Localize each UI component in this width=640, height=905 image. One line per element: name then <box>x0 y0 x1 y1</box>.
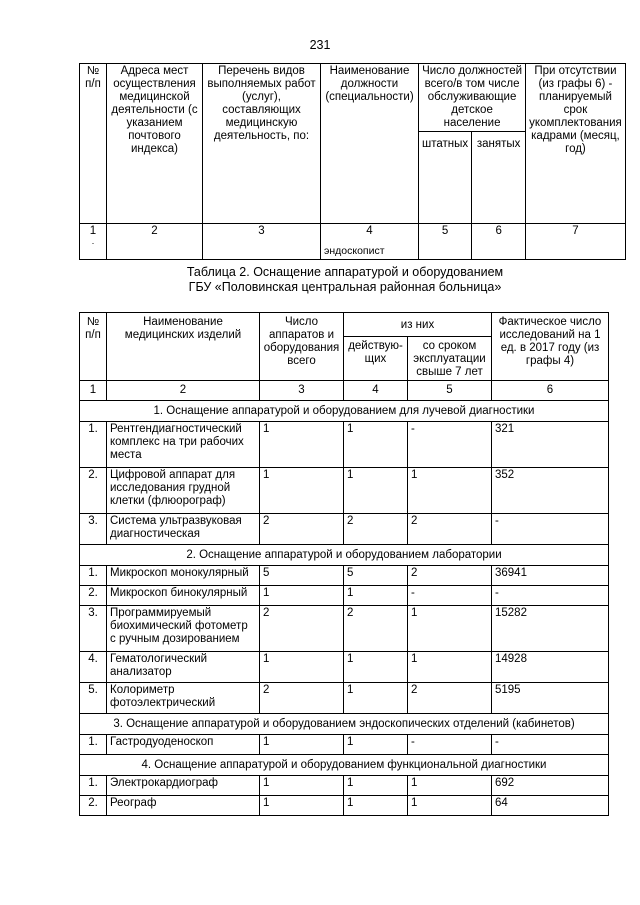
table-row <box>80 468 609 514</box>
row-number: 3. <box>80 514 107 545</box>
row-active: 5 <box>344 566 408 586</box>
row-old: 1 <box>408 776 492 796</box>
page-number: 231 <box>309 38 331 52</box>
t2-col-number: 1 <box>80 381 107 401</box>
row-total: 1 <box>260 735 344 755</box>
row-total: 1 <box>260 652 344 683</box>
row-actual: 352 <box>492 468 609 514</box>
row-name: Микроскоп бинокулярный <box>107 586 260 606</box>
row-name: Цифровой аппарат для исследования грудной клетки (флюорограф) <box>107 468 260 514</box>
section-title: 3. Оснащение аппаратурой и оборудованием эндоскопических отделений (кабинетов) <box>80 714 609 735</box>
table2-caption-line1: Таблица 2. Оснащение аппаратурой и оборудованием <box>186 265 504 279</box>
row-name: Реограф <box>107 796 260 816</box>
t2-col-number: 5 <box>408 381 492 401</box>
row-number: 4. <box>80 652 107 683</box>
row-active: 1 <box>344 683 408 714</box>
t1-col-number: 2 <box>107 224 203 260</box>
row-active: 1 <box>344 796 408 816</box>
t1-header-services: Перечень видов выполняемых работ (услуг), составляющих медицинскую деятельность, по: <box>203 64 321 224</box>
row-name: Система ультразвуковая диагностическая <box>107 514 260 545</box>
row-actual: - <box>492 735 609 755</box>
row-old: 2 <box>408 514 492 545</box>
row-number: 2. <box>80 796 107 816</box>
table-row <box>80 683 609 714</box>
t1-header-count: Число должностей всего/в том числе обслуживающие детское население <box>419 64 526 132</box>
row-total: 2 <box>260 683 344 714</box>
row-actual: 321 <box>492 422 609 468</box>
equipment-table <box>79 312 609 816</box>
row-number: 2. <box>80 586 107 606</box>
row-total: 1 <box>260 796 344 816</box>
t1-header-address: Адреса мест осуществления медицинской деятельности (с указанием почтового индекса) <box>107 64 203 224</box>
section-title: 2. Оснащение аппаратурой и оборудованием лаборатории <box>80 545 609 566</box>
row-old: - <box>408 735 492 755</box>
equipment-table-body <box>80 401 609 816</box>
row-old: 2 <box>408 683 492 714</box>
row-name: Электрокардиограф <box>107 776 260 796</box>
row-actual: 64 <box>492 796 609 816</box>
t1-position-value: эндоскопист <box>324 245 385 257</box>
t1-header-absent: При отсутствии (из графы 6) - планируемый срок укомплектования кадрами (месяц, год) <box>526 64 626 224</box>
t1-col-number: 6 <box>472 224 526 260</box>
staffing-table <box>79 63 626 260</box>
row-name: Колориметр фотоэлектрический <box>107 683 260 714</box>
t2-header-of-them: из них <box>344 313 492 337</box>
row-old: 1 <box>408 468 492 514</box>
row-active: 1 <box>344 735 408 755</box>
row-total: 1 <box>260 468 344 514</box>
row-active: 2 <box>344 606 408 652</box>
row-active: 1 <box>344 652 408 683</box>
section-title: 1. Оснащение аппаратурой и оборудованием для лучевой диагностики <box>80 401 609 422</box>
t2-col-number: 4 <box>344 381 408 401</box>
row-name: Гастродуоденоскоп <box>107 735 260 755</box>
row-number: 1. <box>80 776 107 796</box>
t1-col-number: 7 <box>526 224 626 260</box>
row-name: Гематологический анализатор <box>107 652 260 683</box>
row-actual: 692 <box>492 776 609 796</box>
t2-col-number: 3 <box>260 381 344 401</box>
t1-col-number: 4 эндоскопист <box>321 224 419 260</box>
row-old: 1 <box>408 796 492 816</box>
table-row <box>80 735 609 755</box>
table2-caption-line2: ГБУ «Половинская центральная районная больница» <box>188 280 502 294</box>
t1-header-staff: штатных <box>419 132 472 224</box>
t2-header-no: № п/п <box>80 313 107 381</box>
t2-col-number: 6 <box>492 381 609 401</box>
row-old: 1 <box>408 606 492 652</box>
row-active: 1 <box>344 586 408 606</box>
row-active: 1 <box>344 776 408 796</box>
t1-header-position: Наименование должности (специальности) <box>321 64 419 224</box>
t2-header-total: Число аппаратов и оборудования всего <box>260 313 344 381</box>
row-active: 1 <box>344 468 408 514</box>
row-actual: - <box>492 586 609 606</box>
row-old: 1 <box>408 652 492 683</box>
row-number: 1. <box>80 422 107 468</box>
row-active: 2 <box>344 514 408 545</box>
t1-mark: . <box>91 236 95 246</box>
t2-col-number: 2 <box>107 381 260 401</box>
row-actual: 14928 <box>492 652 609 683</box>
t1-header-no: № п/п <box>80 64 107 224</box>
row-number: 5. <box>80 683 107 714</box>
table-row <box>80 796 609 816</box>
row-number: 1. <box>80 735 107 755</box>
table-row <box>80 606 609 652</box>
row-old: - <box>408 586 492 606</box>
row-active: 1 <box>344 422 408 468</box>
t2-header-name: Наименование медицинских изделий <box>107 313 260 381</box>
row-old: 2 <box>408 566 492 586</box>
t2-header-active: действую-щих <box>344 337 408 381</box>
row-number: 2. <box>80 468 107 514</box>
row-actual: - <box>492 514 609 545</box>
t2-header-old: со сроком эксплуатации свыше 7 лет <box>408 337 492 381</box>
section-title: 4. Оснащение аппаратурой и оборудованием функциональной диагностики <box>80 755 609 776</box>
row-actual: 15282 <box>492 606 609 652</box>
t1-col-number: 1 . <box>80 224 107 260</box>
row-old: - <box>408 422 492 468</box>
table-row <box>80 566 609 586</box>
row-name: Микроскоп монокулярный <box>107 566 260 586</box>
row-total: 2 <box>260 514 344 545</box>
row-total: 1 <box>260 422 344 468</box>
table-row <box>80 652 609 683</box>
t1-col-number: 3 <box>203 224 321 260</box>
row-name: Рентгендиагностический комплекс на три рабочих места <box>107 422 260 468</box>
t1-col-number: 5 <box>419 224 472 260</box>
t2-header-actual: Фактическое число исследований на 1 ед. в 2017 году (из графы 4) <box>492 313 609 381</box>
row-total: 1 <box>260 586 344 606</box>
row-total: 5 <box>260 566 344 586</box>
row-actual: 5195 <box>492 683 609 714</box>
t1-header-occupied: занятых <box>472 132 526 224</box>
row-name: Программируемый биохимический фотометр с ручным дозированием <box>107 606 260 652</box>
table-row <box>80 514 609 545</box>
row-number: 1. <box>80 566 107 586</box>
row-number: 3. <box>80 606 107 652</box>
row-total: 1 <box>260 776 344 796</box>
row-total: 2 <box>260 606 344 652</box>
table-row <box>80 422 609 468</box>
row-actual: 36941 <box>492 566 609 586</box>
table-row <box>80 586 609 606</box>
table-row <box>80 776 609 796</box>
